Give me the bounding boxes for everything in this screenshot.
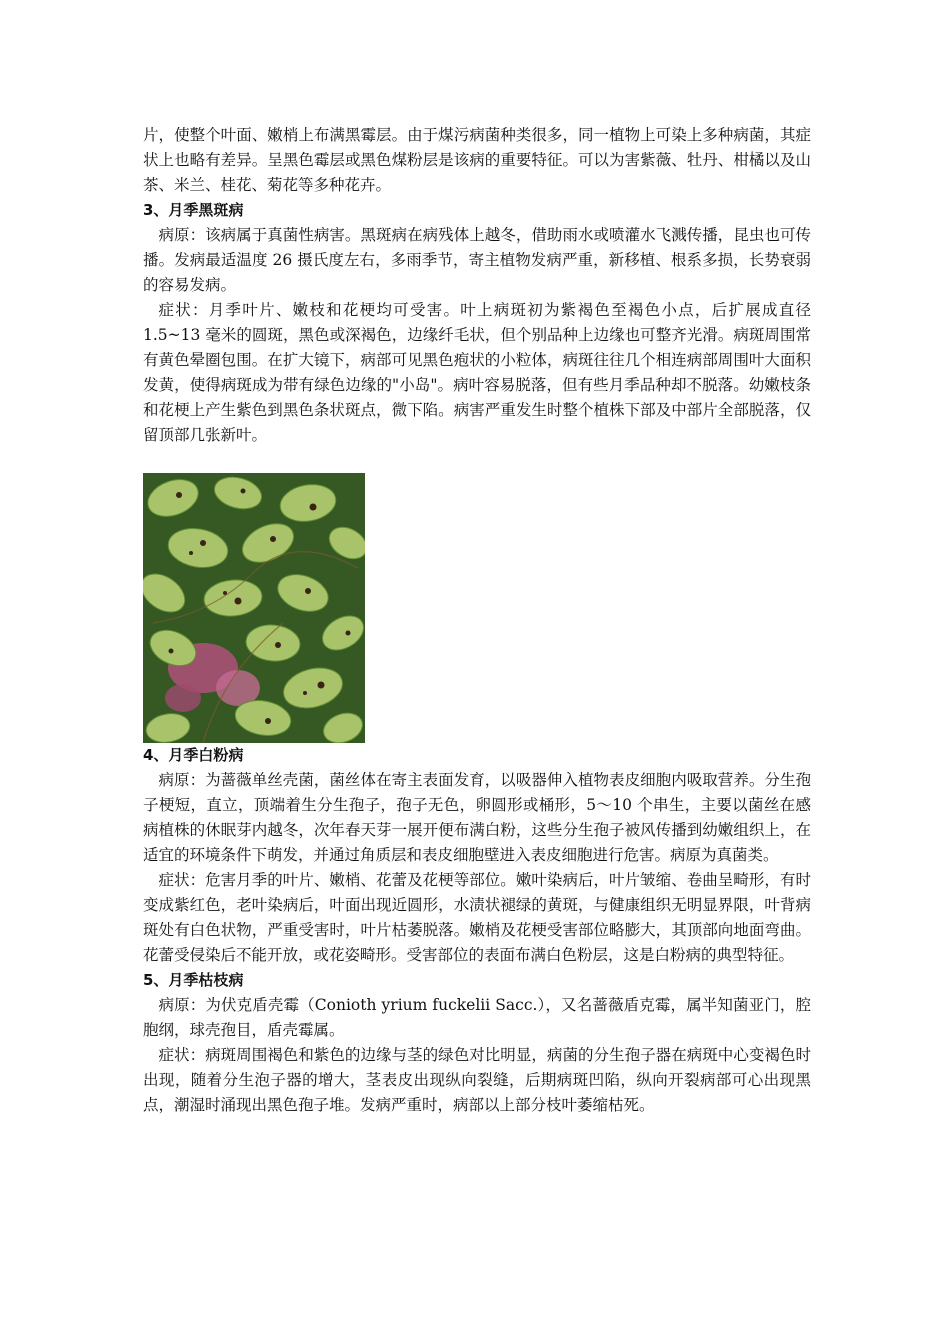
powdery-mildew-symptom: 症状：危害月季的叶片、嫩梢、花蕾及花梗等部位。嫩叶染病后，叶片皱缩、卷曲呈畸形，有时变成紫红色，老叶染病后，叶面出现近圆形，水渍状褪绿的黄斑，与健康组织无明显界限，叶背病斑处有白色状物，严重受害时，叶片枯萎脱落。嫩梢及花梗受害部位略膨大，其顶部向地面弯曲。花蕾受侵染后不能开放，或花姿畸形。受害部位的表面布满白色粉层，这是白粉病的典型特征。 [143,871,811,964]
dieback-symptom: 症状：病斑周围褐色和紫色的边缘与茎的绿色对比明显，病菌的分生孢子器在病斑中心变褐色时出现，随着分生泡子器的增大，茎表皮出现纵向裂缝，后期病斑凹陷，纵向开裂病部可心出现黑点，潮湿时涌现出黑色孢子堆。发病严重时，病部以上部分枝叶萎缩枯死。 [143,1046,811,1114]
powdery-mildew-cause: 病原：为蔷薇单丝壳菌，菌丝体在寄主表面发育，以吸器伸入植物表皮细胞内吸取营养。分生孢子梗短，直立，顶端着生分生孢子，孢子无色，卵圆形或桶形，5～10 个串生，主要以菌丝在感病植株的休眠芽内越冬，次年春天芽一展开便布满白粉，这些分生孢子被风传播到幼嫩组织上，在适宜的环境条件下萌发，并通过角质层和表皮细胞壁进入表皮细胞进行危害。病原为真菌类。 [143,771,811,864]
dieback-cause: 病原：为伏克盾壳霉（Conioth yrium fuckelii Sacc.），又名蔷薇盾克霉，属半知菌亚门，腔胞纲，球壳孢目，盾壳霉属。 [143,996,811,1039]
black-spot-cause: 病原：该病属于真菌性病害。黑斑病在病残体上越冬，借助雨水或喷灌水飞溅传播，昆虫也可传播。发病最适温度 26 摄氏度左右，多雨季节，寄主植物发病严重，新移植、根系多损，长势衰弱的容易发病。 [143,226,811,294]
document-page [143,123,811,1118]
heading-black-spot: 3、月季黑斑病 [143,201,244,219]
black-spot-symptom: 症状：月季叶片、嫩枝和花梗均可受害。叶上病斑初为紫褐色至褐色小点，后扩展成直径 1.5~13 毫米的圆斑，黑色或深褐色，边缘纤毛状，但个别品种上边缘也可整齐光滑。病斑周围常有黄色晕圈包围。在扩大镜下，病部可见黑色疱状的小粒体，病斑往往几个相连病部周围叶大面积发黄，使得病斑成为带有绿色边缘的"小岛"。病叶容易脱落，但有些月季品种却不脱落。幼嫩枝条和花梗上产生紫色到黑色条状斑点，微下陷。病害严重发生时整个植株下部及中部片全部脱落，仅留顶部几张新叶。 [143,301,811,444]
heading-dieback: 5、月季枯枝病 [143,971,244,989]
heading-powdery-mildew: 4、月季白粉病 [143,746,244,764]
paragraph-sooty-mold-end: 片，使整个叶面、嫩梢上布满黑霉层。由于煤污病菌种类很多，同一植物上可染上多种病菌，其症状上也略有差异。呈黑色霉层或黑色煤粉层是该病的重要特征。可以为害紫薇、牡丹、柑橘以及山茶、米兰、桂花、菊花等多种花卉。 [143,126,811,194]
leaf-photo-illustration [143,473,365,743]
rose-black-spot-photo [143,473,365,743]
